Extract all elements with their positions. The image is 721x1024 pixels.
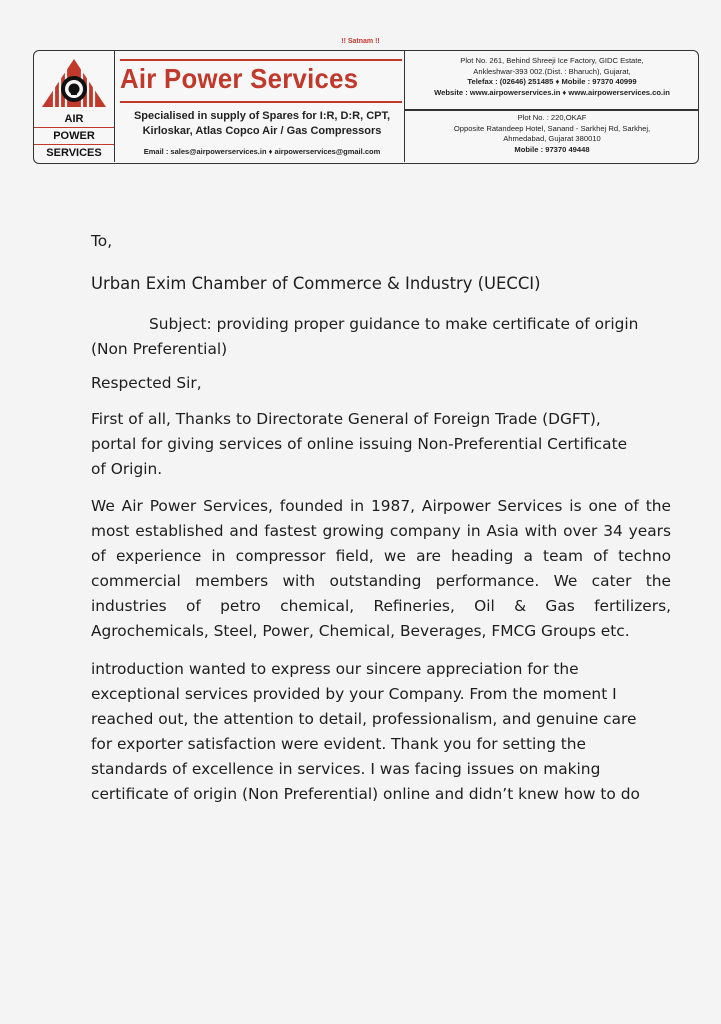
para3-line-6: certificate of origin (Non Preferential) online and didn’t knew how to do bbox=[91, 785, 640, 803]
address-ankleshwar bbox=[405, 56, 699, 98]
logo-block bbox=[34, 51, 115, 162]
address2-line2: Opposite Ratandeep Hotel, Sanand - Sarkhej Rd, Sarkhej, bbox=[453, 123, 651, 133]
para3-line-3: reached out, the attention to detail, professionalism, and genuine care bbox=[91, 710, 637, 728]
address-ahmedabad bbox=[405, 113, 699, 155]
letter-to: To, bbox=[91, 232, 113, 250]
letter-paragraph-1 bbox=[91, 407, 671, 482]
para3-line-5: standards of excellence in services. I was facing issues on making bbox=[91, 760, 601, 778]
address2-line3: Ahmedabad, Gujarat 380010 bbox=[503, 134, 601, 143]
company-name: Air Power Services bbox=[120, 63, 359, 94]
logo-word-services: SERVICES bbox=[34, 144, 114, 161]
subject-line-1 bbox=[91, 312, 671, 337]
logo-words bbox=[34, 111, 114, 161]
logo-word-power: POWER bbox=[34, 127, 114, 144]
tagline-line-1: Specialised in supply of Spares for I:R, D:R, CPT, bbox=[133, 110, 391, 122]
address1-line2: Ankleshwar-393 002.(Dist. : Bharuch), Gujarat, bbox=[473, 66, 631, 76]
subject-line-2: (Non Preferential) bbox=[91, 340, 228, 358]
address2-mobile: Mobile : 97370 49448 bbox=[514, 144, 590, 154]
para1-line-1: First of all, Thanks to Directorate General of Foreign Trade (DGFT), bbox=[91, 410, 601, 428]
subject-text-1: Subject: providing proper guidance to make certificate of origin bbox=[149, 315, 639, 333]
company-email: Email : sales@airpowerservices.in ♦ airpowerservices@gmail.com bbox=[143, 147, 381, 156]
address1-telefax: Telefax : (02646) 251485 ♦ Mobile : 97370 40999 bbox=[467, 77, 637, 86]
address1-line1: Plot No. 261, Behind Shreeji Ice Factory, GIDC Estate, bbox=[460, 56, 644, 65]
brand-block bbox=[116, 51, 404, 162]
tagline-line-2: Kirloskar, Atlas Copco Air / Gas Compressors bbox=[142, 125, 382, 137]
company-logo-icon bbox=[40, 57, 108, 109]
letterhead-motto: !! Satnam !! bbox=[341, 38, 380, 45]
letter-subject bbox=[91, 312, 671, 362]
address1-website: Website : www.airpowerservices.in ♦ www.airpowerservices.co.in bbox=[434, 87, 670, 97]
address2-line1: Plot No. : 220,OKAF bbox=[517, 113, 587, 122]
para3-line-4: for exporter satisfaction were evident. Thank you for setting the bbox=[91, 735, 587, 753]
para3-line-2: exceptional services provided by your Company. From the moment I bbox=[91, 685, 617, 703]
company-tagline bbox=[120, 109, 404, 139]
para3-line-1: introduction wanted to express our sincere appreciation for the bbox=[91, 660, 579, 678]
letter-addressee: Urban Exim Chamber of Commerce & Industry (UECCI) bbox=[91, 274, 541, 293]
para1-line-2: portal for giving services of online issuing Non-Preferential Certificate bbox=[91, 435, 628, 453]
logo-word-air: AIR bbox=[64, 113, 84, 125]
letter-paragraph-3 bbox=[91, 657, 671, 807]
brand-rule-top bbox=[120, 59, 402, 61]
letter-greeting: Respected Sir, bbox=[91, 374, 202, 392]
para1-line-3: of Origin. bbox=[91, 460, 163, 478]
address-block bbox=[404, 51, 699, 162]
brand-rule-bottom bbox=[120, 101, 402, 103]
letter-paragraph-2: We Air Power Services, founded in 1987, Airpower Services is one of the most established and fastest growing company in Asia with over 34 years of experience in compressor field, we are heading a team of techno commercial members with outstanding performance. We cater the industries of petro chemical, Refineries, Oil & Gas fertilizers, Agrochemicals, Steel, Power, Chemical, Beverages, FMCG Groups etc. bbox=[91, 497, 671, 640]
address-divider bbox=[405, 109, 699, 111]
letterhead bbox=[33, 50, 699, 164]
